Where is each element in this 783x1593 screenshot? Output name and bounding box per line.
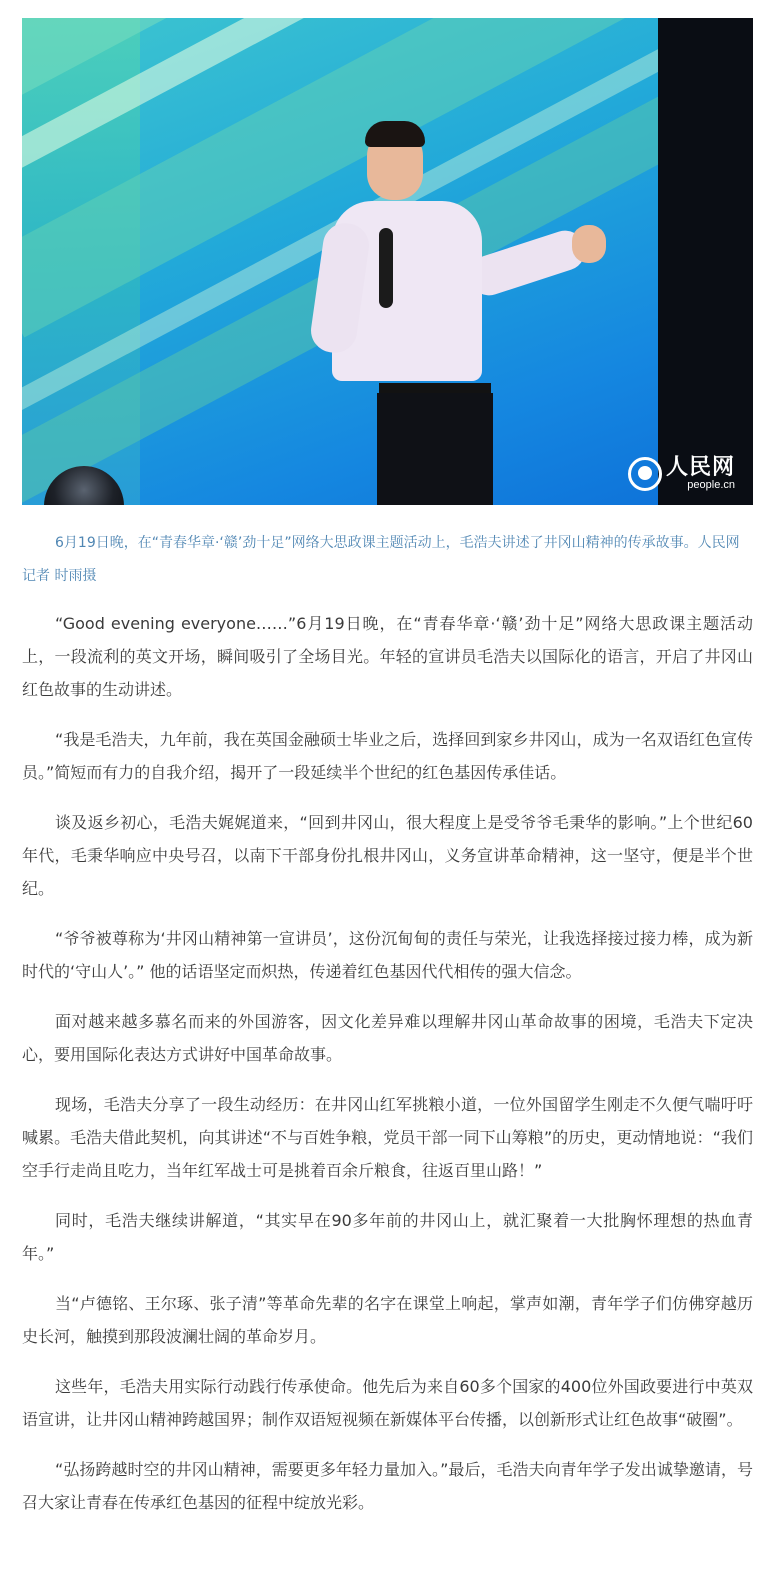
paragraph: 谈及返乡初心，毛浩夫娓娓道来，“回到井冈山，很大程度上是受爷爷毛秉华的影响。”上个世纪60年代，毛秉华响应中央号召，以南下干部身份扎根井冈山，义务宣讲革命精神，这一坚守，便是半个世纪。 — [22, 813, 753, 898]
paragraph: 同时，毛浩夫继续讲解道，“其实早在90多年前的井冈山上，就汇聚着一大批胸怀理想的热血青年。” — [22, 1211, 753, 1263]
paragraph: “爷爷被尊称为‘井冈山精神第一宣讲员’，这份沉甸甸的责任与荣光，让我选择接过接力棒，成为新时代的‘守山人’。” 他的话语坚定而炽热，传递着红色基因代代相传的强大信念。 — [22, 929, 753, 981]
article-body — [22, 607, 753, 1536]
paragraph: 这些年，毛浩夫用实际行动践行传承使命。他先后为来自60多个国家的400位外国政要进行中英双语宣讲，让井冈山精神跨越国界；制作双语短视频在新媒体平台传播，以创新形式让红色故事“破圈”。 — [22, 1377, 753, 1429]
paragraph: “Good evening everyone……”6月19日晚，在“青春华章·‘赣’劲十足”网络大思政课主题活动上，一段流利的英文开场，瞬间吸引了全场目光。年轻的宣讲员毛浩夫以国际化的语言，开启了井冈山红色故事的生动讲述。 — [22, 614, 753, 699]
paragraph: 现场，毛浩夫分享了一段生动经历：在井冈山红军挑粮小道，一位外国留学生刚走不久便气喘吁吁喊累。毛浩夫借此契机，向其讲述“不与百姓争粮，党员干部一同下山筹粮”的历史，更动情地说：“我们空手行走尚且吃力，当年红军战士可是挑着百余斤粮食，往返百里山路！” — [22, 1095, 753, 1180]
paragraph: “我是毛浩夫，九年前，我在英国金融硕士毕业之后，选择回到家乡井冈山，成为一名双语红色宣传员。”简短而有力的自我介绍，揭开了一段延续半个世纪的红色基因传承佳话。 — [22, 730, 753, 782]
microphone-icon — [379, 228, 393, 308]
photo-caption: 6月19日晚，在“青春华章·‘赣’劲十足”网络大思政课主题活动上，毛浩夫讲述了井冈山精神的传承故事。人民网记者 时雨摄 — [22, 535, 740, 584]
logo-text: 人民网 — [665, 454, 735, 480]
speaker-figure — [297, 113, 627, 505]
paragraph: 面对越来越多慕名而来的外国游客，因文化差异难以理解井冈山革命故事的困境，毛浩夫下定决心，要用国际化表达方式讲好中国革命故事。 — [22, 1012, 753, 1064]
people-daily-logo — [628, 456, 735, 491]
people-daily-logo-icon — [628, 457, 662, 491]
article-photo — [22, 18, 753, 505]
logo-domain: people.cn — [687, 479, 735, 491]
stage-dark-edge — [658, 18, 753, 505]
paragraph: 当“卢德铭、王尔琢、张子清”等革命先辈的名字在课堂上响起，掌声如潮，青年学子们仿佛穿越历史长河，触摸到那段波澜壮阔的革命岁月。 — [22, 1294, 753, 1346]
paragraph: “弘扬跨越时空的井冈山精神，需要更多年轻力量加入。”最后，毛浩夫向青年学子发出诚挚邀请，号召大家让青春在传承红色基因的征程中绽放光彩。 — [22, 1460, 753, 1512]
